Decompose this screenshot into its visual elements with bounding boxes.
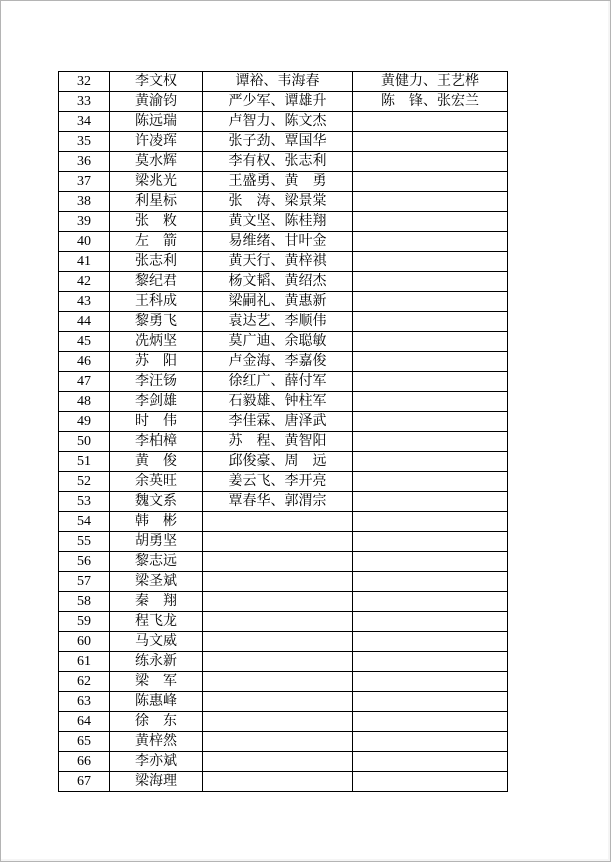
row-number-cell[interactable]: 43 [59,292,110,312]
extra-members-cell[interactable] [353,432,508,452]
members-cell[interactable] [203,512,353,532]
name-cell[interactable]: 梁圣斌 [110,572,203,592]
name-cell[interactable]: 程飞龙 [110,612,203,632]
members-cell[interactable]: 覃春华、郭渭宗 [203,492,353,512]
table-row [59,632,508,652]
roster-table [58,71,508,792]
table-row [59,172,508,192]
row-number-cell[interactable]: 57 [59,572,110,592]
table-row [59,492,508,512]
name-cell[interactable]: 魏文系 [110,492,203,512]
extra-members-cell[interactable] [353,312,508,332]
row-number-cell[interactable]: 41 [59,252,110,272]
table-row [59,272,508,292]
extra-members-cell[interactable] [353,752,508,772]
name-cell[interactable]: 左 箭 [110,232,203,252]
table-row [59,672,508,692]
name-cell[interactable]: 利星标 [110,192,203,212]
members-cell[interactable]: 黄天行、黄梓祺 [203,252,353,272]
row-number-cell[interactable]: 66 [59,752,110,772]
extra-members-cell[interactable] [353,652,508,672]
name-cell[interactable]: 韩 彬 [110,512,203,532]
members-cell[interactable] [203,532,353,552]
table-row [59,72,508,92]
table-row [59,112,508,132]
table-row [59,192,508,212]
members-cell[interactable]: 黄文坚、陈桂翔 [203,212,353,232]
members-cell[interactable]: 石毅雄、钟柱军 [203,392,353,412]
row-number-cell[interactable]: 46 [59,352,110,372]
extra-members-cell[interactable] [353,472,508,492]
members-cell[interactable] [203,672,353,692]
name-cell[interactable]: 莫水辉 [110,152,203,172]
members-cell[interactable] [203,712,353,732]
members-cell[interactable]: 姜云飞、李开亮 [203,472,353,492]
members-cell[interactable] [203,732,353,752]
name-cell[interactable]: 梁兆光 [110,172,203,192]
extra-members-cell[interactable] [353,592,508,612]
extra-members-cell[interactable] [353,212,508,232]
extra-members-cell[interactable] [353,772,508,792]
name-cell[interactable]: 陈惠峰 [110,692,203,712]
name-cell[interactable]: 练永新 [110,652,203,672]
extra-members-cell[interactable] [353,272,508,292]
members-cell[interactable] [203,652,353,672]
table-row [59,732,508,752]
name-cell[interactable]: 张志利 [110,252,203,272]
table-row [59,612,508,632]
name-cell[interactable]: 王科成 [110,292,203,312]
members-cell[interactable]: 李佳霖、唐泽武 [203,412,353,432]
extra-members-cell[interactable] [353,172,508,192]
members-cell[interactable] [203,752,353,772]
table-row [59,552,508,572]
extra-members-cell[interactable] [353,452,508,472]
table-row [59,532,508,552]
row-number-cell[interactable]: 51 [59,452,110,472]
extra-members-cell[interactable] [353,252,508,272]
name-cell[interactable]: 许凌珲 [110,132,203,152]
name-cell[interactable]: 李汪钖 [110,372,203,392]
row-number-cell[interactable]: 61 [59,652,110,672]
row-number-cell[interactable]: 45 [59,332,110,352]
extra-members-cell[interactable] [353,572,508,592]
row-number-cell[interactable]: 38 [59,192,110,212]
members-cell[interactable]: 张子劲、覃国华 [203,132,353,152]
extra-members-cell[interactable] [353,372,508,392]
name-cell[interactable]: 黄 俊 [110,452,203,472]
row-number-cell[interactable]: 56 [59,552,110,572]
row-number-cell[interactable]: 65 [59,732,110,752]
row-number-cell[interactable]: 33 [59,92,110,112]
table-row [59,312,508,332]
row-number-cell[interactable]: 35 [59,132,110,152]
extra-members-cell[interactable] [353,672,508,692]
name-cell[interactable]: 李亦斌 [110,752,203,772]
table-row [59,432,508,452]
table-row [59,292,508,312]
members-cell[interactable] [203,572,353,592]
members-cell[interactable]: 张 涛、梁景棠 [203,192,353,212]
extra-members-cell[interactable] [353,612,508,632]
extra-members-cell[interactable] [353,392,508,412]
row-number-cell[interactable]: 64 [59,712,110,732]
name-cell[interactable]: 秦 翔 [110,592,203,612]
members-cell[interactable]: 苏 程、黄智阳 [203,432,353,452]
name-cell[interactable]: 黎勇飞 [110,312,203,332]
row-number-cell[interactable]: 59 [59,612,110,632]
row-number-cell[interactable]: 40 [59,232,110,252]
name-cell[interactable]: 黎志远 [110,552,203,572]
extra-members-cell[interactable] [353,192,508,212]
row-number-cell[interactable]: 54 [59,512,110,532]
table-row [59,152,508,172]
table-row [59,452,508,472]
row-number-cell[interactable]: 37 [59,172,110,192]
members-cell[interactable]: 易维绪、甘叶金 [203,232,353,252]
row-number-cell[interactable]: 42 [59,272,110,292]
name-cell[interactable]: 陈远瑞 [110,112,203,132]
row-number-cell[interactable]: 47 [59,372,110,392]
table-row [59,692,508,712]
name-cell[interactable]: 张 敉 [110,212,203,232]
row-number-cell[interactable]: 53 [59,492,110,512]
name-cell[interactable]: 苏 阳 [110,352,203,372]
extra-members-cell[interactable] [353,732,508,752]
members-cell[interactable]: 邱俊豪、周 远 [203,452,353,472]
row-number-cell[interactable]: 36 [59,152,110,172]
members-cell[interactable]: 袁达艺、李顺伟 [203,312,353,332]
table-row [59,472,508,492]
table-row [59,232,508,252]
name-cell[interactable]: 余英旺 [110,472,203,492]
members-cell[interactable]: 卢智力、陈文杰 [203,112,353,132]
members-cell[interactable] [203,612,353,632]
members-cell[interactable] [203,632,353,652]
members-cell[interactable]: 杨文韬、黄绍杰 [203,272,353,292]
name-cell[interactable]: 黎纪君 [110,272,203,292]
row-number-cell[interactable]: 39 [59,212,110,232]
members-cell[interactable] [203,552,353,572]
name-cell[interactable]: 时 伟 [110,412,203,432]
extra-members-cell[interactable]: 黄健力、王艺桦 [353,72,508,92]
name-cell[interactable]: 梁海理 [110,772,203,792]
table-row [59,412,508,432]
members-cell[interactable] [203,692,353,712]
members-cell[interactable]: 李有权、张志利 [203,152,353,172]
extra-members-cell[interactable] [353,412,508,432]
extra-members-cell[interactable] [353,532,508,552]
row-number-cell[interactable]: 34 [59,112,110,132]
table-row [59,252,508,272]
extra-members-cell[interactable] [353,112,508,132]
name-cell[interactable]: 李文权 [110,72,203,92]
extra-members-cell[interactable] [353,332,508,352]
row-number-cell[interactable]: 32 [59,72,110,92]
extra-members-cell[interactable] [353,352,508,372]
row-number-cell[interactable]: 52 [59,472,110,492]
row-number-cell[interactable]: 50 [59,432,110,452]
roster-table-body [59,72,508,792]
members-cell[interactable]: 莫广迪、余聪敏 [203,332,353,352]
extra-members-cell[interactable] [353,292,508,312]
table-row [59,772,508,792]
name-cell[interactable]: 冼炳坚 [110,332,203,352]
table-row [59,712,508,732]
table-row [59,132,508,152]
extra-members-cell[interactable] [353,552,508,572]
row-number-cell[interactable]: 49 [59,412,110,432]
name-cell[interactable]: 马文威 [110,632,203,652]
members-cell[interactable]: 梁嗣礼、黄惠新 [203,292,353,312]
row-number-cell[interactable]: 67 [59,772,110,792]
name-cell[interactable]: 胡勇坚 [110,532,203,552]
table-row [59,592,508,612]
name-cell[interactable]: 梁 军 [110,672,203,692]
table-row [59,372,508,392]
extra-members-cell[interactable] [353,132,508,152]
members-cell[interactable]: 严少军、谭雄升 [203,92,353,112]
table-row [59,392,508,412]
name-cell[interactable]: 李剑雄 [110,392,203,412]
row-number-cell[interactable]: 44 [59,312,110,332]
extra-members-cell[interactable]: 陈 锋、张宏兰 [353,92,508,112]
extra-members-cell[interactable] [353,152,508,172]
row-number-cell[interactable]: 60 [59,632,110,652]
extra-members-cell[interactable] [353,492,508,512]
members-cell[interactable]: 卢金海、李嘉俊 [203,352,353,372]
table-row [59,92,508,112]
row-number-cell[interactable]: 55 [59,532,110,552]
members-cell[interactable] [203,772,353,792]
members-cell[interactable]: 王盛勇、黄 勇 [203,172,353,192]
table-row [59,652,508,672]
row-number-cell[interactable]: 58 [59,592,110,612]
members-cell[interactable]: 谭裕、韦海春 [203,72,353,92]
row-number-cell[interactable]: 63 [59,692,110,712]
table-row [59,212,508,232]
table-row [59,512,508,532]
extra-members-cell[interactable] [353,632,508,652]
table-row [59,572,508,592]
extra-members-cell[interactable] [353,232,508,252]
extra-members-cell[interactable] [353,512,508,532]
name-cell[interactable]: 李柏樟 [110,432,203,452]
table-row [59,332,508,352]
members-cell[interactable] [203,592,353,612]
extra-members-cell[interactable] [353,692,508,712]
members-cell[interactable]: 徐红广、薛付军 [203,372,353,392]
table-row [59,752,508,772]
row-number-cell[interactable]: 62 [59,672,110,692]
name-cell[interactable]: 黄梓然 [110,732,203,752]
extra-members-cell[interactable] [353,712,508,732]
table-row [59,352,508,372]
name-cell[interactable]: 徐 东 [110,712,203,732]
row-number-cell[interactable]: 48 [59,392,110,412]
name-cell[interactable]: 黄渝钧 [110,92,203,112]
page-canvas [1,1,611,863]
